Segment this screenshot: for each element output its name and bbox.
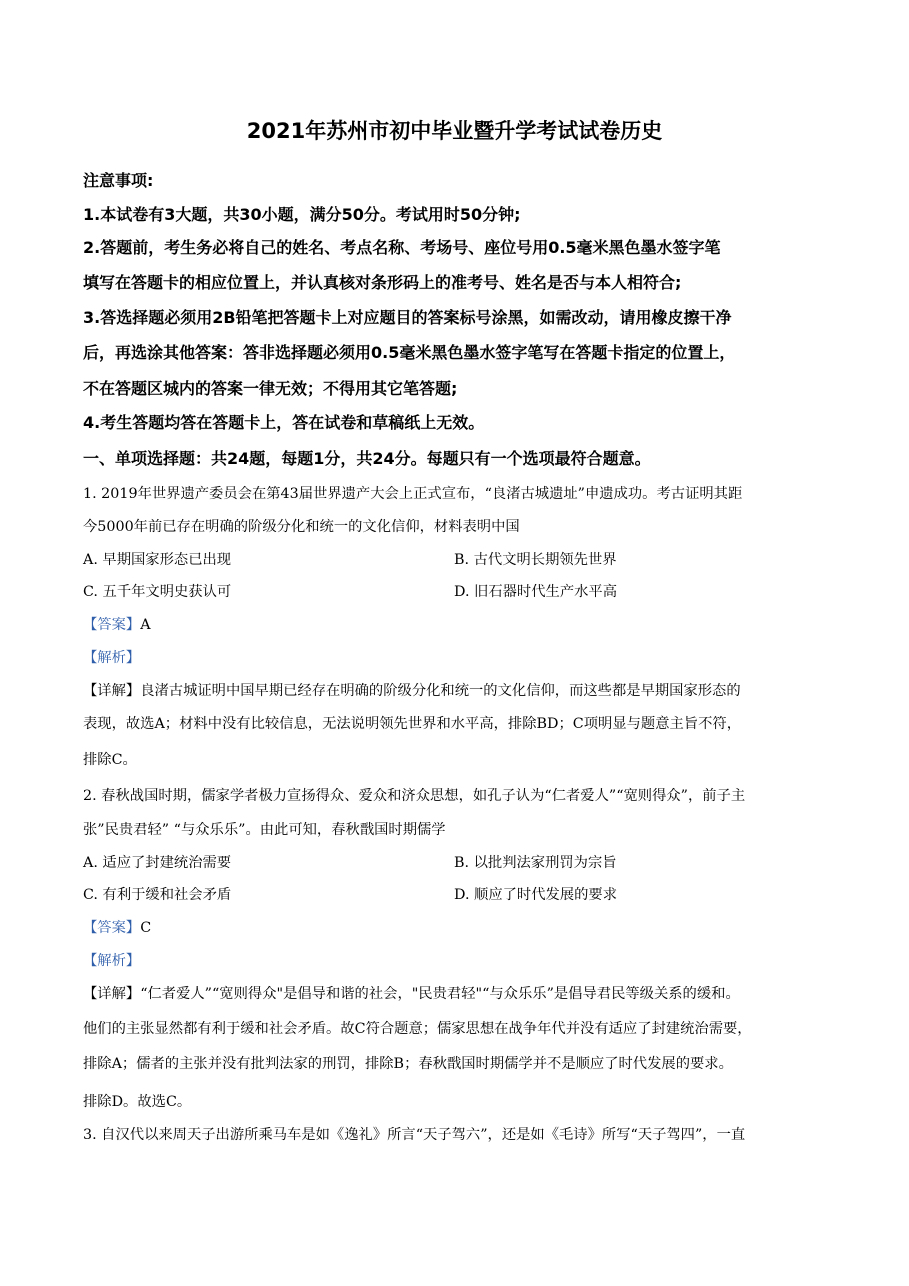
- option-b: B. 以批判法家刑罚为宗旨: [454, 855, 617, 871]
- detail-text: “仁者爱人”“宽则得众"是倡导和谐的社会，"民贵君轻"“与众乐乐”是倡导君民等级关系的缓和。: [140, 986, 740, 1002]
- detail-line: [83, 982, 740, 1006]
- question-stem: 1. 2019年世界遗产委员会在第43届世界遗产大会上正式宣布，“良渚古城遗址”申遗成功。考古证明其距: [83, 486, 743, 502]
- option-a: A. 适应了封建统治需要: [83, 855, 232, 871]
- option-d: D. 顺应了时代发展的要求: [454, 887, 618, 903]
- detail-text: 他们的主张显然都有利于缓和社会矛盾。故C符合题意；儒家思想在战争年代并没有适应了封建统治需要，: [83, 1021, 752, 1037]
- answer-value: C: [140, 920, 152, 936]
- notice-item: 2.答题前，考生务必将自己的姓名、考点名称、考场号、座位号用0.5毫米黑色墨水签字笔: [83, 238, 721, 257]
- notice-item: 填写在答题卡的相应位置上，并认真核对条形码上的准考号、姓名是否与本人相符合;: [83, 273, 682, 292]
- answer-value: A: [140, 617, 151, 633]
- detail-label: 【详解】: [83, 683, 141, 699]
- detail-text: 排除D。故选C。: [83, 1094, 192, 1110]
- option-b: B. 古代文明长期领先世界: [454, 552, 617, 568]
- section-heading: 一、单项选择题：共24题，每题1分，共24分。每题只有一个选项最符合题意。: [83, 449, 651, 468]
- detail-line: [83, 679, 741, 703]
- answer-line: [83, 613, 151, 637]
- option-d: D. 旧石器时代生产水平高: [454, 584, 618, 600]
- detail-text: 排除C。: [83, 752, 137, 768]
- notice-item: 不在答题区城内的答案一律无效；不得用其它笔答题;: [83, 379, 458, 398]
- answer-label: 【答案】: [83, 617, 141, 633]
- question-stem: 今5000年前已存在明确的阶级分化和统一的文化信仰，材料表明中国: [83, 519, 520, 535]
- notice-item: 3.答选择题必须用2B铅笔把答题卡上对应题目的答案标号涂黑，如需改动，请用橡皮擦干净: [83, 308, 732, 327]
- answer-line: [83, 916, 151, 940]
- analysis-label: 【解析】: [83, 953, 141, 969]
- notice-heading: 注意事项:: [83, 171, 154, 190]
- answer-label: 【答案】: [83, 920, 141, 936]
- notice-item: 1.本试卷有3大题，共30小题，满分50分。考试用时50分钟;: [83, 205, 521, 224]
- detail-text: 表现，故选A；材料中没有比较信息，无法说明领先世界和水平高，排除BD；C项明显与题意主旨不符，: [83, 716, 741, 732]
- question-stem: 3. 自汉代以来周天子出游所乘马车是如《逸礼》所言“天子驾六”，还是如《毛诗》所写“天子驾四”，一直: [83, 1127, 746, 1143]
- option-c: C. 有利于缓和社会矛盾: [83, 887, 232, 903]
- question-stem: 张”民贵君轻” “与众乐乐”。由此可知，春秋戬国时期儒学: [83, 822, 446, 838]
- detail-text: 良渚古城证明中国早期已经存在明确的阶级分化和统一的文化信仰，而这些都是早期国家形态的: [140, 683, 741, 699]
- option-a: A. 早期国家形态已出现: [83, 552, 232, 568]
- notice-item: 4.考生答题均答在答题卡上，答在试卷和草稿纸上无效。: [83, 413, 485, 432]
- notice-item: 后，再选涂其他答案：答非选择题必须用0.5毫米黑色墨水签字笔写在答题卡指定的位置上，: [83, 343, 736, 362]
- option-c: C. 五千年文明史获认可: [83, 584, 232, 600]
- page-title: 2021年苏州市初中毕业暨升学考试试卷历史: [246, 119, 663, 143]
- detail-label: 【详解】: [83, 986, 141, 1002]
- question-stem: 2. 春秋战国时期，儒家学者极力宣扬得众、爱众和济众思想，如孔子认为“仁者爱人”“宽则得众”，前子主: [83, 788, 746, 804]
- detail-text: 排除A；儒者的主张并没有批判法家的刑罚，排除B；春秋戬国时期儒学并不是顺应了时代发展的要求。: [83, 1056, 733, 1072]
- analysis-label: 【解析】: [83, 650, 141, 666]
